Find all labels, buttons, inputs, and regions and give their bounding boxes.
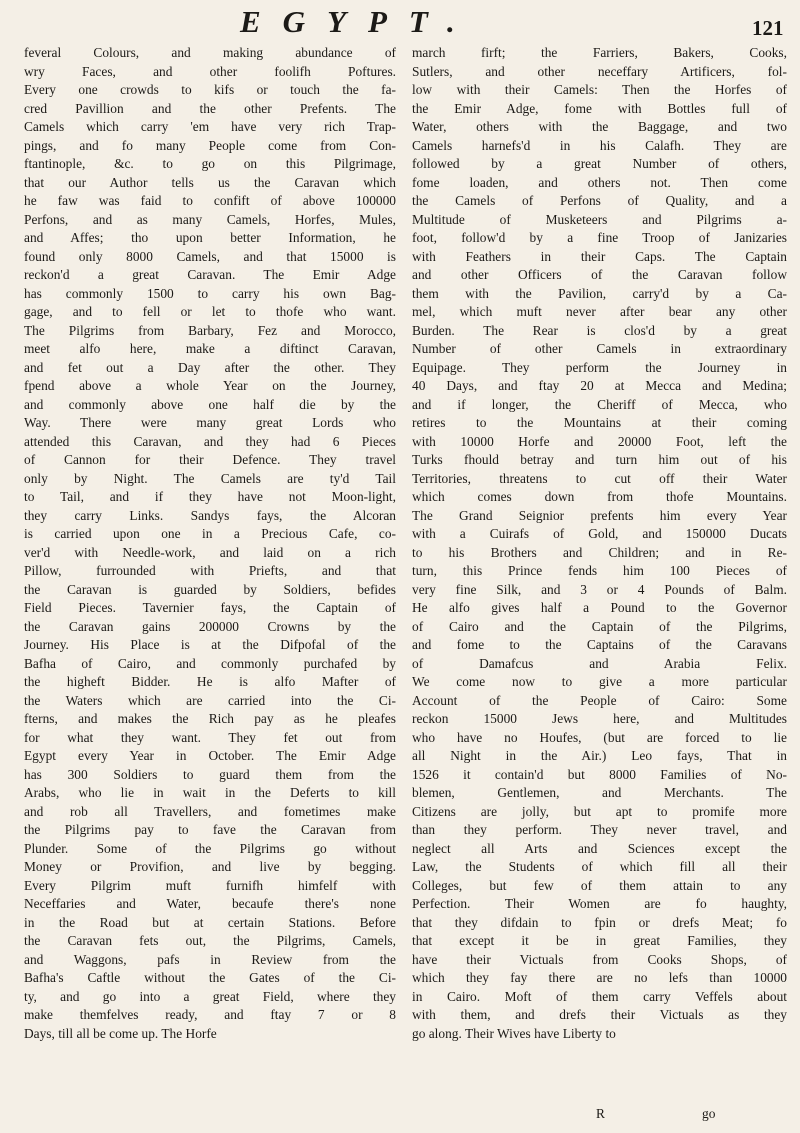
catchword: go — [702, 1106, 716, 1121]
left-column — [24, 44, 396, 1043]
text-line: Multitude of Musketeers and Pilgrims a- — [412, 211, 787, 227]
text-line: reckon 15000 Jews here, and Multitudes — [412, 711, 787, 726]
text-line: Equipage. They perform the Journey in — [412, 359, 787, 375]
text-line: low with their Camels: Then the Horfes of — [412, 82, 787, 97]
text-line: Pillow, furrounded with Priefts, and that — [24, 563, 396, 578]
text-line: Journey. His Place is at the Difpofal of the — [24, 637, 396, 652]
text-line: and Waggons, pafs in Review from the — [24, 951, 396, 967]
text-line: 40 Days, and ftay 20 at Mecca and Medina; — [412, 378, 787, 393]
text-line: fome loaden, and others not. Then come — [412, 174, 787, 190]
text-line: the Caravan fets out, the Pilgrims, Camels, — [24, 933, 396, 948]
text-line: Perfons, and as many Camels, Horfes, Mules, — [24, 211, 396, 227]
text-line: all Night in the Air.) Leo fays, That in — [412, 748, 787, 763]
text-line: he faw was faid to confift of above 100000 — [24, 193, 396, 208]
text-line: with 10000 Horfe and 20000 Foot, left the — [412, 433, 787, 449]
running-head: EGYPT. — [240, 4, 477, 39]
text-line: ver'd with Needle-work, and laid on a rich — [24, 544, 396, 560]
text-line: very fine Silk, and 3 or 4 Pounds of Balm. — [412, 581, 787, 597]
text-line: Law, the Students of which fill all their — [412, 859, 787, 874]
text-line: who have no Houfes, (but are forced to lie — [412, 729, 787, 745]
text-line: neglect all Arts and Sciences except the — [412, 840, 787, 856]
text-line: with Feathers in their Caps. The Captain — [412, 248, 787, 264]
text-line: fpend above a whole Year on the Journey, — [24, 378, 396, 393]
text-line: and other Officers of the Caravan follow — [412, 267, 787, 282]
text-line: them with the Pavilion, carry'd by a Ca- — [412, 285, 787, 301]
text-line: ftantinople, &c. to go on this Pilgrimage, — [24, 156, 396, 171]
text-line: has commonly 1500 to carry his own Bag- — [24, 285, 396, 301]
text-line: and fome to the Captains of the Caravans — [412, 637, 787, 652]
text-line: the higheft Bidder. He is alfo Mafter of — [24, 674, 396, 689]
text-line: march firft; the Farriers, Bakers, Cooks, — [412, 45, 787, 60]
text-line: turn, this Prince fends him 100 Pieces of — [412, 563, 787, 578]
text-line: Account of the People of Cairo: Some — [412, 692, 787, 708]
text-line: mel, which muft never after bear any other — [412, 304, 787, 319]
text-line: Sutlers, and other neceffary Artificers, fol- — [412, 63, 787, 79]
text-line: only by Night. The Camels are ty'd Tail — [24, 470, 396, 486]
text-line: gage, and to fell or let to thofe who want. — [24, 304, 396, 319]
text-line: and rob all Travellers, and fometimes make — [24, 803, 396, 819]
text-line: wry Faces, and other foolifh Poftures. — [24, 63, 396, 79]
text-line: make themfelves ready, and ftay 7 or 8 — [24, 1007, 396, 1022]
text-line: and commonly above one half die by the — [24, 396, 396, 412]
text-line: found only 8000 Camels, and that 15000 is — [24, 248, 396, 264]
text-line: Arabs, who lie in wait in the Deferts to kill — [24, 785, 396, 800]
text-line: retires to the Mountains at their coming — [412, 415, 787, 430]
text-line: of Cairo and the Captain of the Pilgrims, — [412, 618, 787, 634]
text-line: Camels which carry 'em have very rich Trap- — [24, 119, 396, 134]
text-line: meet alfo here, make a diftinct Caravan, — [24, 341, 396, 356]
text-line: followed by a great Number of others, — [412, 156, 787, 171]
text-line: have their Victuals from Cooks Shops, of — [412, 951, 787, 967]
text-line: go along. Their Wives have Liberty to — [412, 1025, 616, 1041]
text-line: that they difdain to fpin or drefs Meat; fo — [412, 914, 787, 930]
text-line: has 300 Soldiers to guard them from the — [24, 766, 396, 782]
text-line: which comes down from thofe Mountains. — [412, 489, 787, 504]
text-line: than they perform. They never travel, and — [412, 822, 787, 837]
text-line: fterns, and makes the Rich pay as he pleafes — [24, 711, 396, 726]
text-line: The Pilgrims from Barbary, Fez and Morocco, — [24, 322, 396, 338]
text-line: pings, and fo many People come from Con- — [24, 137, 396, 153]
text-line: attended this Caravan, and they had 6 Pieces — [24, 433, 396, 449]
text-line: and if longer, the Cheriff of Mecca, who — [412, 396, 787, 412]
text-line: Neceffaries and Water, becaufe there's none — [24, 896, 396, 911]
text-line: Camels harnefs'd in his Calafh. They are — [412, 137, 787, 153]
text-line: they carry Links. Sandys fays, the Alcoran — [24, 507, 396, 523]
text-line: with them, and drefs their Victuals as they — [412, 1007, 787, 1022]
text-line: the Emir Adge, fome with Bottles full of — [412, 100, 787, 116]
text-line: of Damafcus and Arabia Felix. — [412, 655, 787, 671]
text-line: in the Road but at certain Stations. Before — [24, 914, 396, 930]
text-line: feveral Colours, and making abundance of — [24, 45, 396, 60]
text-line: the Pilgrims pay to fave the Caravan from — [24, 822, 396, 837]
page-number: 121 — [752, 16, 784, 40]
text-line: is carried upon one in a Precious Cafe, co- — [24, 526, 396, 541]
text-line: Turks fhould betray and turn him out of his — [412, 452, 787, 467]
text-line: cred Pavillion and the other Prefents. The — [24, 100, 396, 116]
text-line: Water, others with the Baggage, and two — [412, 119, 787, 134]
text-line: Field Pieces. Tavernier fays, the Captain of — [24, 600, 396, 615]
page-header — [0, 4, 800, 40]
text-line: Every Pilgrim muft furnifh himfelf with — [24, 877, 396, 893]
text-line: for what they want. They fet out from — [24, 729, 396, 745]
text-line: which they fay there are no lefs than 10000 — [412, 970, 787, 985]
text-line: and fet out a Day after the other. They — [24, 359, 396, 375]
text-line: that our Author tells us the Caravan which — [24, 174, 396, 190]
text-line: He alfo gives half a Pound to the Governor — [412, 600, 787, 615]
text-line: Number of other Camels in extraordinary — [412, 341, 787, 356]
text-line: the Waters which are carried into the Ci- — [24, 692, 396, 708]
text-line: and Affes; tho upon better Information, he — [24, 230, 396, 245]
text-line: Citizens are jolly, but apt to promife more — [412, 803, 787, 819]
text-line: to Tail, and if they have not Moon-light, — [24, 489, 396, 504]
text-line: Way. There were many great Lords who — [24, 415, 396, 430]
text-line: Money or Provifion, and live by begging. — [24, 859, 396, 874]
text-line: 1526 it contain'd but 8000 Families of No- — [412, 766, 787, 782]
text-line: to his Brothers and Children; and in Re- — [412, 544, 787, 560]
text-line: The Grand Seignior prefents him every Year — [412, 507, 787, 523]
text-line: Bafha's Caftle without the Gates of the Ci- — [24, 970, 396, 985]
text-line: of Cannon for their Defence. They travel — [24, 452, 396, 467]
text-line: Every one crowds to kifs or touch the fa- — [24, 82, 396, 97]
text-line: We come now to give a more particular — [412, 674, 787, 689]
text-line: foot, follow'd by a fine Troop of Janizaries — [412, 230, 787, 245]
text-line: that except it be in great Families, they — [412, 933, 787, 948]
text-line: the Caravan gains 200000 Crowns by the — [24, 618, 396, 634]
signature-mark: R — [596, 1106, 605, 1121]
text-line: Perfection. Their Women are fo haughty, — [412, 896, 787, 911]
text-line: the Camels of Perfons of Quality, and a — [412, 193, 787, 208]
text-line: blemen, Gentlemen, and Merchants. The — [412, 785, 787, 800]
text-line: Plunder. Some of the Pilgrims go without — [24, 840, 396, 856]
text-line: Burden. The Rear is clos'd by a great — [412, 322, 787, 338]
text-line: Egypt every Year in October. The Emir Adge — [24, 748, 396, 763]
right-column — [412, 44, 787, 1043]
text-line: in Cairo. Moft of them carry Veffels about — [412, 988, 787, 1004]
text-line: Bafha of Cairo, and commonly purchafed by — [24, 655, 396, 671]
text-line: ty, and go into a great Field, where they — [24, 988, 396, 1004]
text-line: Territories, threatens to cut off their Water — [412, 470, 787, 486]
text-line: Days, till all be come up. The Horfe — [24, 1025, 217, 1041]
text-line: reckon'd a great Caravan. The Emir Adge — [24, 267, 396, 282]
text-line: with a Cuirafs of Gold, and 150000 Ducats — [412, 526, 787, 541]
text-line: the Caravan is guarded by Soldiers, befides — [24, 581, 396, 597]
text-line: Colleges, but few of them attain to any — [412, 877, 787, 893]
